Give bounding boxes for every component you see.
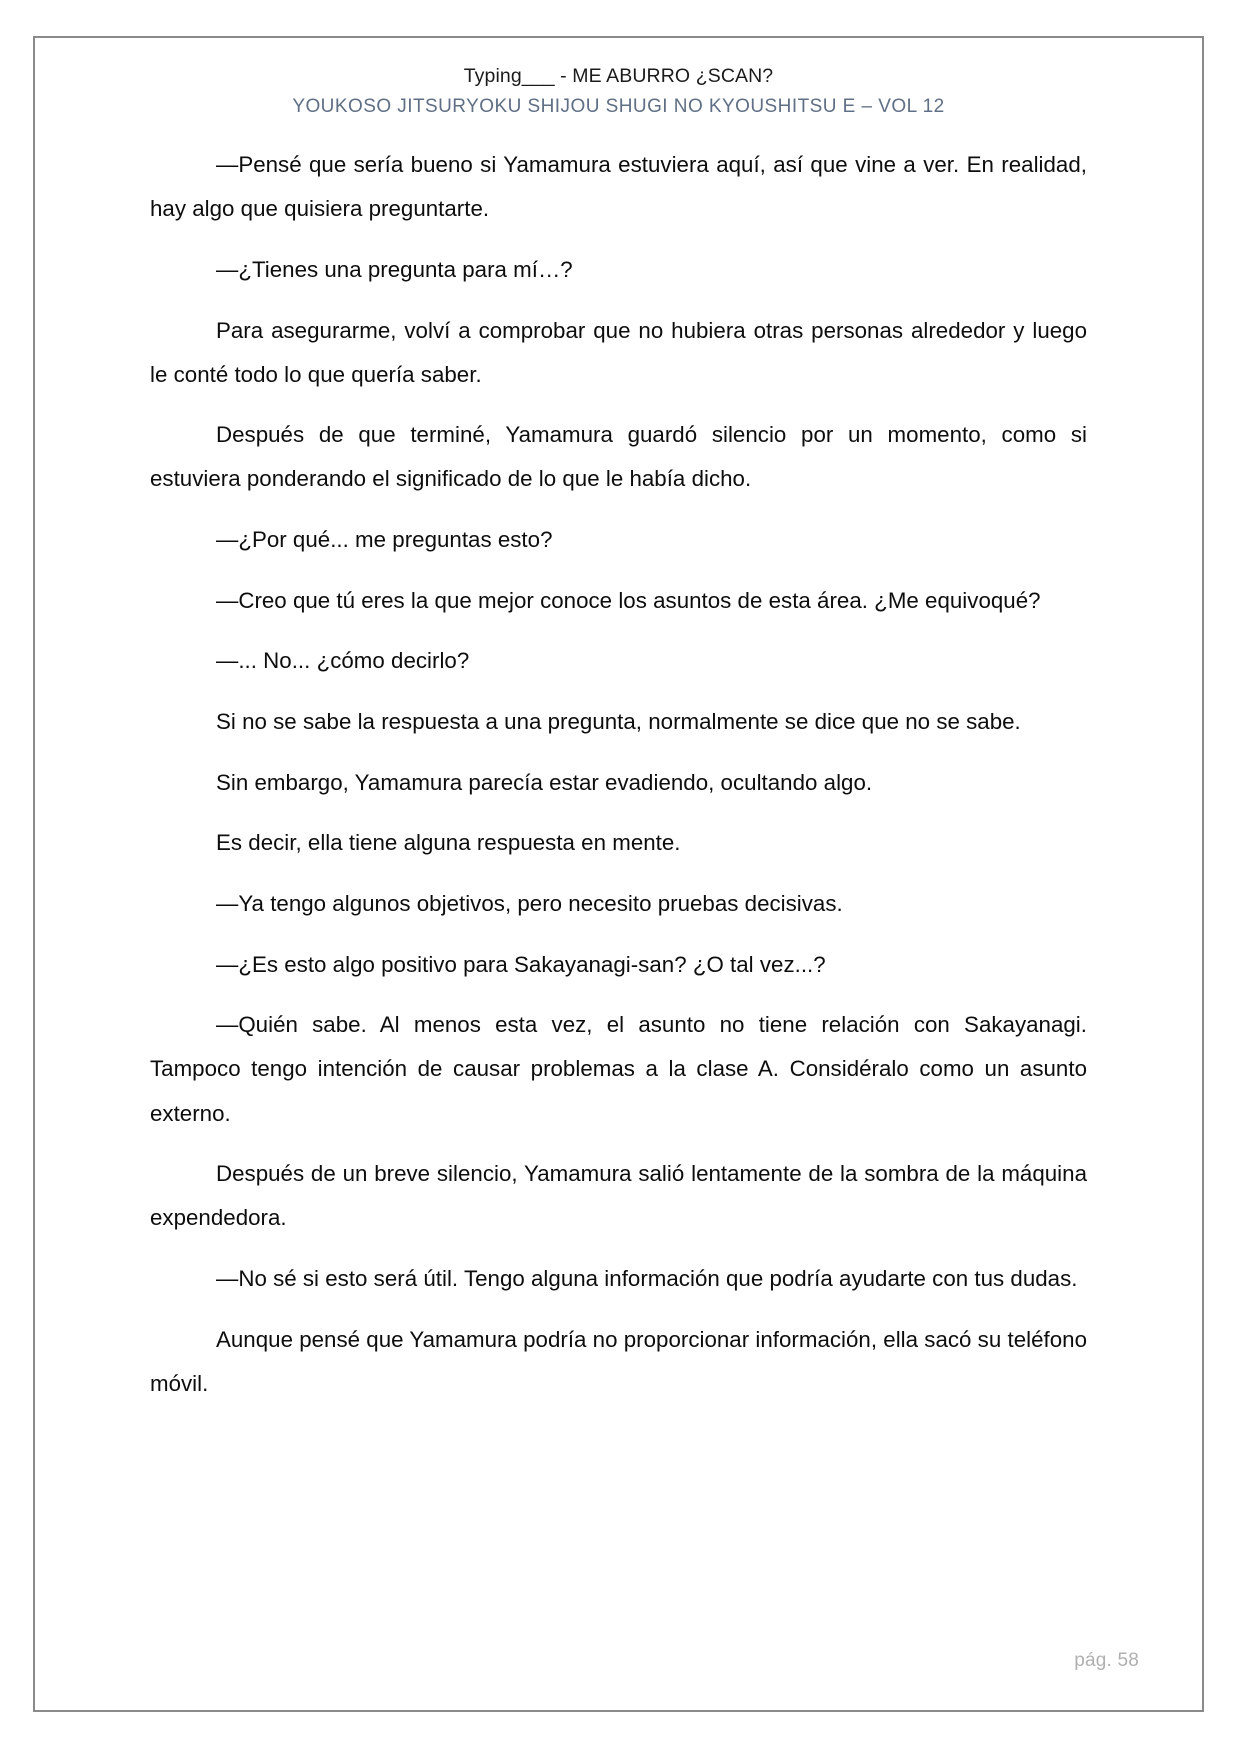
paragraph: —¿Por qué... me preguntas esto? — [216, 527, 553, 553]
paragraph: Sin embargo, Yamamura parecía estar evadiendo, ocultando algo. — [216, 769, 873, 795]
paragraph: Para asegurarme, volví a comprobar que no hubiera otras personas alrededor y luego le conté todo lo que quería saber. — [150, 317, 1087, 387]
page-number: pág. 58 — [1074, 1650, 1139, 1671]
paragraph: Después de un breve silencio, Yamamura salió lentamente de la sombra de la máquina expendedora. — [150, 1161, 1087, 1231]
header-subtitle: YOUKOSO JITSURYOKU SHIJOU SHUGI NO KYOUSHITSU E – VOL 12 — [292, 96, 945, 118]
paragraph: Después de que terminé, Yamamura guardó silencio por un momento, como si estuviera ponderando el significado de lo que le había dicho. — [150, 422, 1087, 492]
document-page — [33, 36, 1204, 1712]
paragraph: —¿Es esto algo positivo para Sakayanagi-san? ¿O tal vez...? — [216, 951, 826, 977]
paragraph: —Pensé que sería bueno si Yamamura estuviera aquí, así que vine a ver. En realidad, hay algo que quisiera preguntarte. — [150, 152, 1087, 222]
page-inner — [35, 38, 1202, 1710]
paragraph: —No sé si esto será útil. Tengo alguna información que podría ayudarte con tus dudas. — [216, 1265, 1078, 1291]
paragraph: Si no se sabe la respuesta a una pregunta, normalmente se dice que no se sabe. — [216, 709, 1021, 735]
paragraph: Es decir, ella tiene alguna respuesta en mente. — [216, 830, 681, 856]
paragraph: —Quién sabe. Al menos esta vez, el asunto no tiene relación con Sakayanagi. Tampoco tengo intención de causar problemas a la clase A. Considéralo como un asunto externo. — [150, 1012, 1087, 1126]
paragraph: Aunque pensé que Yamamura podría no proporcionar información, ella sacó su teléfono móvil. — [150, 1326, 1087, 1396]
paragraph: —... No... ¿cómo decirlo? — [216, 648, 470, 674]
paragraph: —Ya tengo algunos objetivos, pero necesito pruebas decisivas. — [216, 890, 843, 916]
paragraph: —¿Tienes una pregunta para mí…? — [216, 256, 573, 282]
page-content — [150, 119, 1087, 1406]
header-title: Typing___ - ME ABURRO ¿SCAN? — [463, 65, 774, 87]
page-header — [35, 38, 1202, 119]
paragraph: —Creo que tú eres la que mejor conoce los asuntos de esta área. ¿Me equivoqué? — [216, 587, 1041, 613]
